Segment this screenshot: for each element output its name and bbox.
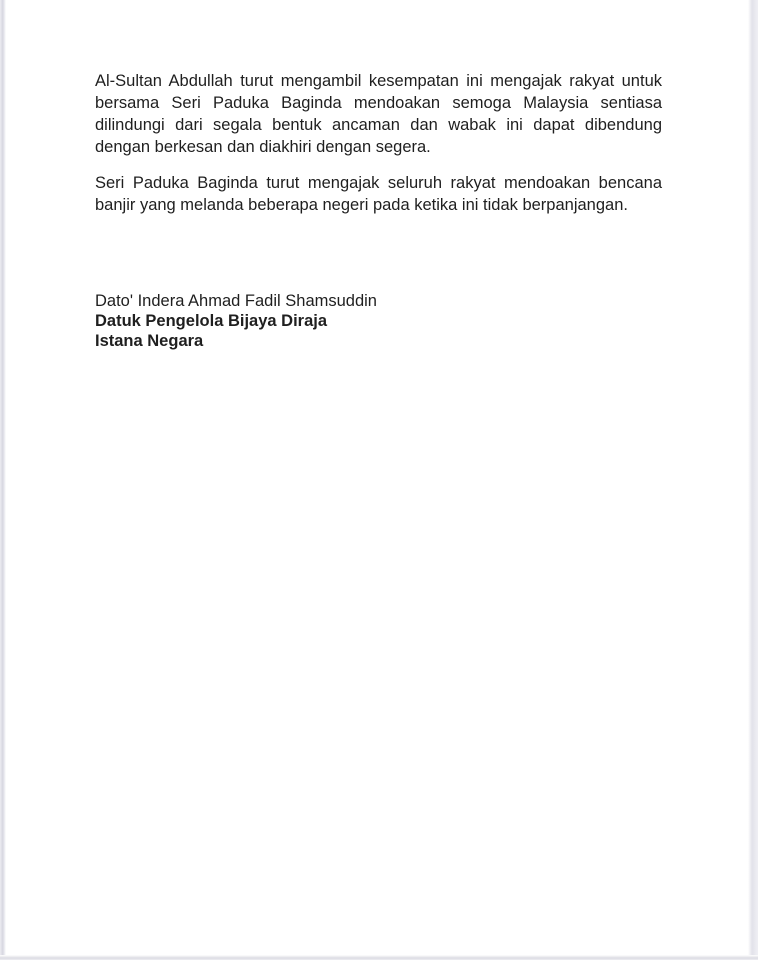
signature-name: Dato' Indera Ahmad Fadil Shamsuddin bbox=[95, 292, 377, 310]
signature-block bbox=[95, 291, 662, 351]
signature-organization: Istana Negara bbox=[95, 332, 204, 350]
signature-title: Datuk Pengelola Bijaya Diraja bbox=[95, 312, 328, 330]
letter-paragraph-2: Seri Paduka Baginda turut mengajak seluruh rakyat mendoakan bencana banjir yang melanda beberapa negeri pada ketika ini tidak berpanjangan. bbox=[95, 174, 662, 214]
letter-paragraph-1: Al-Sultan Abdullah turut mengambil kesempatan ini mengajak rakyat untuk bersama Seri Paduka Baginda mendoakan semoga Malaysia sentiasa dilindungi dari segala bentuk ancaman dan wabak ini dapat dibendung dengan berkesan dan diakhiri dengan segera. bbox=[95, 72, 662, 156]
